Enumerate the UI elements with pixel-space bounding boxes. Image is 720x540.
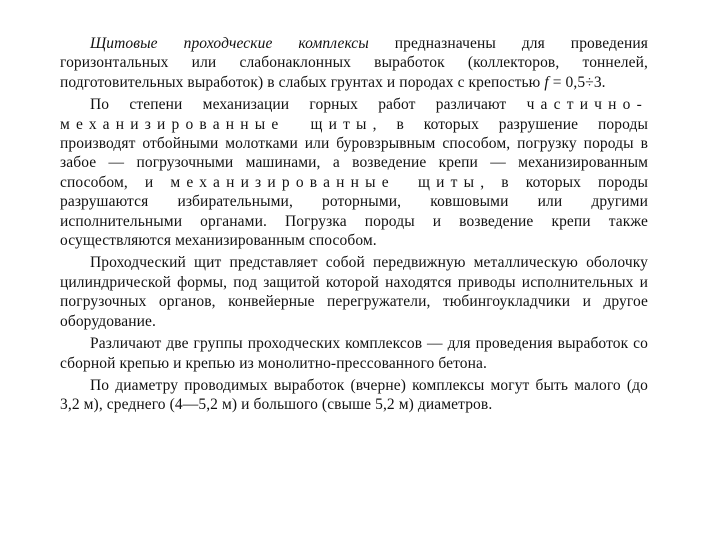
paragraph-text: Различают две группы проходческих комплексов — для проведения выработок со сборной крепью и крепью из монолитно-прессованного бетона. xyxy=(60,335,648,372)
paragraph-text: По степени механизации горных работ различают xyxy=(90,96,527,114)
paragraph-text: , в которых разрушение породы производят отбойными молотками или буровзрывным способом, погрузку породы в забое — погрузочными машинами, а возведение крепи — механизированным способом, и xyxy=(60,115,648,191)
paragraph-mechanization xyxy=(60,95,648,250)
formula-value: = 0,5÷3. xyxy=(548,73,606,91)
paragraph-text: предназначены для проведения горизонтальных или слабонаклонных выработок (коллекторов, тоннелей, подготовительных выработок) в слабых грунтах и породах с крепостью xyxy=(60,35,648,91)
term-shield-complexes: Щитовые проходческие комплексы xyxy=(90,35,369,52)
paragraph-text: По диаметру проводимых выработок (вчерне) комплексы могут быть малого (до 3,2 м), среднего (4—5,2 м) и большого (свыше 5,2 м) диаметров. xyxy=(60,376,648,414)
document-page xyxy=(60,34,648,514)
paragraph-shield-description xyxy=(60,253,648,331)
formula-variable: f xyxy=(544,73,549,91)
paragraph-text: Проходческий щит представляет собой передвижную металлическую оболочку цилиндрической формы, под защитой которой находятся приводы исполнительных и погрузочных органов, конвейерные перегружатели, тюбингоукладчики и другое оборудование. xyxy=(60,254,648,330)
term-partially-mechanized: частично-механизированные щиты xyxy=(60,96,648,133)
paragraph-diameters xyxy=(60,376,648,415)
term-mechanized: механизированные щиты xyxy=(170,173,481,191)
paragraph-complex-groups xyxy=(60,334,648,373)
paragraph-shield-complexes xyxy=(60,34,648,92)
paragraph-text: , в которых породы разрушаются избирательными, роторными, ковшовыми или другими исполнительными органами. Погрузка породы и возведение крепи также осуществляются механизированным способом. xyxy=(60,173,648,250)
